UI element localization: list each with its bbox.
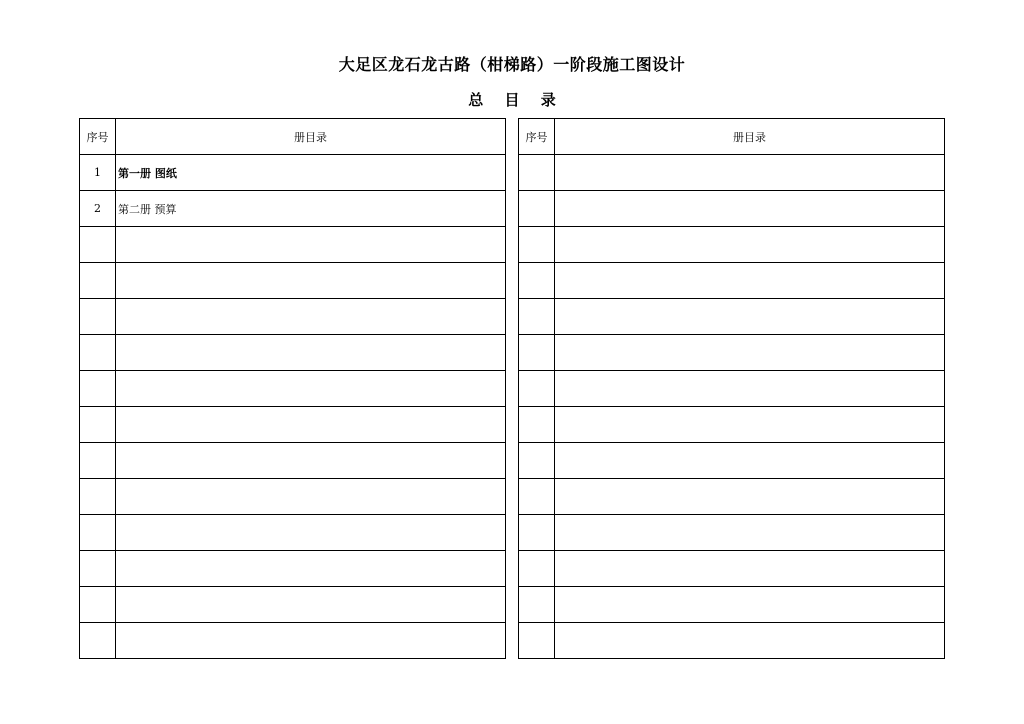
table-row: [80, 551, 506, 587]
volume-name-cell: [116, 479, 506, 515]
table-row: [519, 191, 945, 227]
toc-table-left: [79, 118, 506, 659]
row-number-cell: 2: [80, 191, 116, 227]
volume-name-cell: [555, 227, 945, 263]
volume-name-cell: [555, 479, 945, 515]
column-header-no: 序号: [80, 119, 116, 155]
volume-name-cell: [116, 407, 506, 443]
table-row: [519, 371, 945, 407]
table-row: [519, 155, 945, 191]
volume-name-cell: [555, 551, 945, 587]
volume-name-cell: [555, 191, 945, 227]
volume-name-cell: [555, 371, 945, 407]
table-row: [80, 623, 506, 659]
column-header-name: 册目录: [555, 119, 945, 155]
document-title: 大足区龙石龙古路（柑梯路）一阶段施工图设计: [338, 55, 686, 74]
table-row: [80, 335, 506, 371]
table-row: [519, 227, 945, 263]
table-row: [519, 587, 945, 623]
row-number-cell: [519, 407, 555, 443]
volume-name-cell: [116, 371, 506, 407]
table-header-row: [519, 119, 945, 155]
row-number-cell: [80, 299, 116, 335]
table-row: [80, 263, 506, 299]
volume-name-cell: [116, 587, 506, 623]
volume-name-cell: [555, 443, 945, 479]
row-number-cell: [519, 515, 555, 551]
volume-name-cell: [555, 407, 945, 443]
volume-name-cell: [116, 263, 506, 299]
volume-name-cell: [116, 335, 506, 371]
row-number-cell: [80, 335, 116, 371]
table-row: [519, 335, 945, 371]
row-number-cell: [519, 299, 555, 335]
table-row: [80, 587, 506, 623]
toc-table-right-body: [519, 119, 945, 659]
volume-name-cell: 第一册 图纸: [116, 155, 506, 191]
table-row: [519, 551, 945, 587]
volume-name-cell: 第二册 预算: [116, 191, 506, 227]
row-number-cell: [80, 551, 116, 587]
table-row: [519, 515, 945, 551]
volume-name-cell: [555, 263, 945, 299]
volume-name-cell: [555, 299, 945, 335]
table-row: [519, 443, 945, 479]
row-number-cell: [519, 587, 555, 623]
table-row: [80, 407, 506, 443]
row-number-cell: [519, 479, 555, 515]
table-row: [80, 299, 506, 335]
table-row: [519, 623, 945, 659]
volume-name-cell: [116, 623, 506, 659]
table-row: [519, 479, 945, 515]
volume-name-cell: [555, 587, 945, 623]
table-row: [80, 155, 506, 191]
column-header-name: 册目录: [116, 119, 506, 155]
row-number-cell: [80, 263, 116, 299]
row-number-cell: [519, 623, 555, 659]
toc-table-right: [518, 118, 945, 659]
row-number-cell: [80, 443, 116, 479]
table-header-row: [80, 119, 506, 155]
row-number-cell: [519, 263, 555, 299]
volume-name-cell: [116, 443, 506, 479]
row-number-cell: [519, 443, 555, 479]
row-number-cell: [519, 551, 555, 587]
row-number-cell: [80, 623, 116, 659]
table-row: [519, 263, 945, 299]
row-number-cell: [519, 335, 555, 371]
volume-name-cell: [116, 551, 506, 587]
table-row: [80, 191, 506, 227]
table-row: [80, 515, 506, 551]
row-number-cell: [80, 371, 116, 407]
row-number-cell: [80, 587, 116, 623]
row-number-cell: [80, 407, 116, 443]
row-number-cell: [80, 515, 116, 551]
volume-name-cell: [555, 335, 945, 371]
toc-table-left-body: [80, 119, 506, 659]
row-number-cell: [519, 371, 555, 407]
volume-name-cell: [555, 623, 945, 659]
row-number-cell: [80, 227, 116, 263]
row-number-cell: [519, 191, 555, 227]
table-row: [519, 299, 945, 335]
volume-name-cell: [116, 515, 506, 551]
table-row: [80, 443, 506, 479]
table-row: [519, 407, 945, 443]
table-row: [80, 371, 506, 407]
row-number-cell: [80, 479, 116, 515]
row-number-cell: [519, 155, 555, 191]
document-subtitle: 总 目 录: [468, 91, 556, 109]
volume-name-cell: [116, 227, 506, 263]
row-number-cell: 1: [80, 155, 116, 191]
volume-name-cell: [116, 299, 506, 335]
row-number-cell: [519, 227, 555, 263]
volume-name-cell: [555, 515, 945, 551]
table-row: [80, 227, 506, 263]
table-row: [80, 479, 506, 515]
volume-name-cell: [555, 155, 945, 191]
column-header-no: 序号: [519, 119, 555, 155]
